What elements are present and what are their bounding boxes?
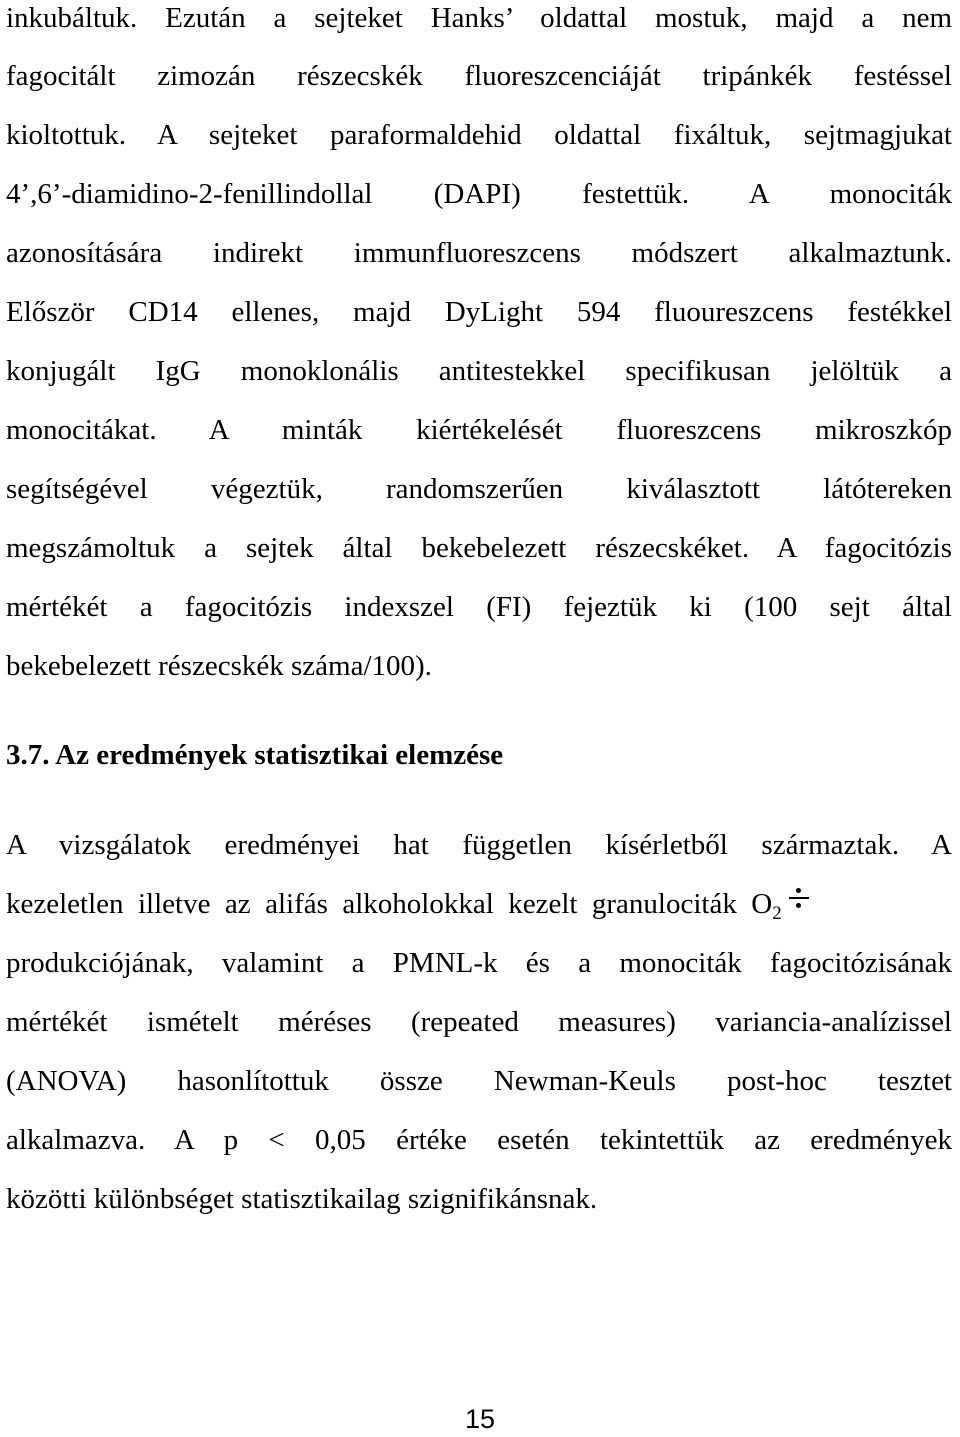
text-line: segítségével végeztük, randomszerűen kiválasztott látótereken xyxy=(6,473,952,505)
radical-dot-icon xyxy=(788,887,810,909)
text-segment: kezeletlen illetve az alifás alkoholokkal kezelt granulociták O xyxy=(6,888,773,920)
text-line: konjugált IgG monoklonális antitestekkel specifikusan jelöltük a xyxy=(6,355,952,387)
text-line: inkubáltuk. Ezután a sejteket Hanks’ oldattal mostuk, majd a nem xyxy=(6,2,952,34)
section-title: Az eredmények statisztikai elemzése xyxy=(55,739,504,771)
section-heading xyxy=(6,735,952,775)
text-line: mértékét a fagocitózis indexszel (FI) fejeztük ki (100 sejt által xyxy=(6,591,952,623)
page-number: 15 xyxy=(464,1404,496,1434)
text-line: megszámoltuk a sejtek által bekebelezett részecskéket. A fagocitózis xyxy=(6,532,952,564)
subscript-two: 2 xyxy=(772,903,782,924)
text-line: Először CD14 ellenes, majd DyLight 594 fluoureszcens festékkel xyxy=(6,296,952,328)
text-line: produkciójának, valamint a PMNL-k és a monociták fagocitózisának xyxy=(6,947,952,979)
text-line: monocitákat. A minták kiértékelését fluoreszcens mikroszkóp xyxy=(6,414,952,446)
section-number: 3.7. xyxy=(6,739,50,771)
text-line: azonosítására indirekt immunfluoreszcens módszert alkalmaztunk. xyxy=(6,237,952,269)
text-line: kioltottuk. A sejteket paraformaldehid oldattal fixáltuk, sejtmagjukat xyxy=(6,119,952,151)
text-line: bekebelezett részecskék száma/100). xyxy=(6,650,432,682)
text-line: A vizsgálatok eredményei hat független kísérletből származtak. A xyxy=(6,829,952,861)
text-line: (ANOVA) hasonlítottuk össze Newman-Keuls post-hoc tesztet xyxy=(6,1065,952,1097)
text-line: közötti különbséget statisztikailag szignifikánsnak. xyxy=(6,1183,598,1215)
text-line: alkalmazva. A p < 0,05 értéke esetén tekintettük az eredmények xyxy=(6,1124,952,1156)
text-line-superoxide xyxy=(6,884,952,934)
text-line: mértékét ismételt méréses (repeated measures) variancia-analízissel xyxy=(6,1006,952,1038)
text-line: fagocitált zimozán részecskék fluoreszcenciáját tripánkék festéssel xyxy=(6,60,952,92)
text-line: 4’,6’-diamidino-2-fenillindollal (DAPI) festettük. A monociták xyxy=(6,178,952,210)
